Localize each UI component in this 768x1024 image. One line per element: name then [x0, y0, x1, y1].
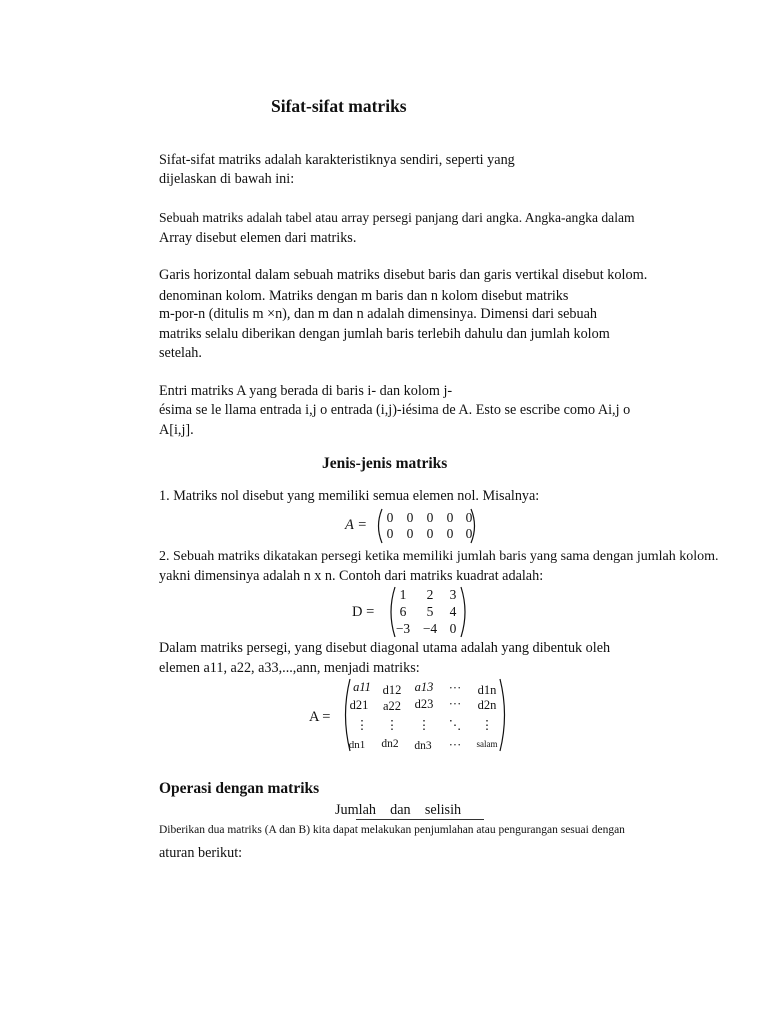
matrix-cell: a22 [382, 699, 402, 713]
matrix-cell: ⋱ [448, 718, 462, 732]
matrix-cell: ··· [448, 681, 462, 695]
matrix-cell: −3 [395, 621, 411, 636]
matrix-cell: 0 [386, 526, 394, 541]
matrix-cell: ⋮ [480, 718, 494, 732]
diag-line-2: elemen a11, a22, a33,...,ann, menjadi matriks: [159, 660, 420, 676]
matrix-cell: 0 [386, 510, 394, 525]
para3-line-2: ésima se le llama entrada i,j o entrada (i,j)-iésima de A. Esto se escribe como Ai,j o [159, 402, 631, 418]
matrix-cell: 0 [426, 526, 434, 541]
matrix-cell: d12 [382, 683, 402, 697]
intro-line-2: dijelaskan di bawah ini: [159, 171, 295, 187]
page-title: Sifat-sifat matriks [271, 96, 407, 116]
matrix-cell: 0 [426, 510, 434, 525]
matrix-cell: a11 [353, 680, 371, 694]
para2-line-1: Garis horizontal dalam sebuah matriks disebut baris dan garis vertikal disebut kolom. [159, 267, 648, 283]
para2-line-5: setelah. [159, 345, 202, 361]
matrix-cell: 0 [465, 510, 473, 525]
diag-line-1: Dalam matriks persegi, yang disebut diagonal utama adalah yang dibentuk oleh [159, 640, 611, 656]
matrix-cell: d21 [349, 698, 369, 712]
matrix-cell: d2n [477, 698, 497, 712]
right-paren [469, 508, 479, 544]
matrix-cell: 2 [426, 587, 434, 602]
para2-line-2: denominan kolom. Matriks dengan m baris dan n kolom disebut matriks [159, 288, 569, 304]
section-heading-operations: Operasi dengan matriks [159, 780, 320, 797]
matrix-cell: 5 [426, 604, 434, 619]
matrix-cell: 6 [399, 604, 407, 619]
square-matrix-label: D = [352, 604, 375, 620]
subsection-underline [356, 819, 484, 820]
para1-line-1: Sebuah matriks adalah tabel atau array persegi panjang dari angka. Angka-angka dalam [159, 210, 635, 225]
operations-line-2: aturan berikut: [159, 845, 243, 861]
matrix-cell: 1 [399, 587, 407, 602]
matrix-cell: 0 [446, 526, 454, 541]
para3-line-1: Entri matriks A yang berada di baris i- dan kolom j- [159, 383, 453, 399]
matrix-cell: 3 [449, 587, 457, 602]
square-matrix [352, 586, 472, 638]
matrix-cell: 0 [449, 621, 457, 636]
zero-matrix-label: A = [345, 517, 368, 533]
matrix-cell: d23 [414, 697, 434, 711]
matrix-cell: 0 [406, 526, 414, 541]
matrix-cell: d1n [477, 683, 497, 697]
item-2-line-1: 2. Sebuah matriks dikatakan persegi ketika memiliki jumlah baris yang sama dengan jumlah kolom. [159, 549, 719, 564]
matrix-cell: 0 [406, 510, 414, 525]
para1-line-2: Array disebut elemen dari matriks. [159, 230, 357, 246]
matrix-cell: 4 [449, 604, 457, 619]
subsection-sum-difference: Jumlah dan selisih [335, 802, 462, 818]
matrix-cell: 0 [465, 526, 473, 541]
para3-line-3: A[i,j]. [159, 422, 194, 438]
para2-line-3: m-por-n (ditulis m ×n), dan m dan n adalah dimensinya. Dimensi dari sebuah [159, 306, 597, 322]
right-paren [498, 678, 508, 752]
matrix-cell: dn1 [348, 739, 366, 751]
matrix-cell: ··· [448, 697, 462, 711]
section-heading-types: Jenis-jenis matriks [322, 455, 448, 472]
general-matrix [309, 678, 509, 754]
matrix-cell: a13 [414, 680, 434, 694]
zero-matrix [345, 508, 480, 544]
matrix-cell: −4 [422, 621, 438, 636]
matrix-cell: ··· [448, 738, 462, 752]
matrix-cell: 0 [446, 510, 454, 525]
item-1-text: 1. Matriks nol disebut yang memiliki semua elemen nol. Misalnya: [159, 488, 540, 504]
matrix-cell: ⋮ [355, 718, 369, 732]
general-matrix-label: A = [309, 709, 331, 725]
intro-line-1: Sifat-sifat matriks adalah karakteristiknya sendiri, seperti yang [159, 152, 515, 168]
matrix-cell: salam [476, 739, 498, 749]
matrix-cell: ⋮ [385, 718, 399, 732]
matrix-cell: ⋮ [417, 718, 431, 732]
operations-line-1: Diberikan dua matriks (A dan B) kita dapat melakukan penjumlahan atau pengurangan sesuai dengan [159, 824, 625, 836]
item-2-line-2: yakni dimensinya adalah n x n. Contoh dari matriks kuadrat adalah: [159, 568, 544, 584]
matrix-cell: dn3 [414, 740, 432, 752]
right-paren [459, 586, 469, 638]
matrix-cell: dn2 [381, 738, 399, 750]
para2-line-4: matriks selalu diberikan dengan jumlah baris terlebih dahulu dan jumlah kolom [159, 326, 610, 342]
